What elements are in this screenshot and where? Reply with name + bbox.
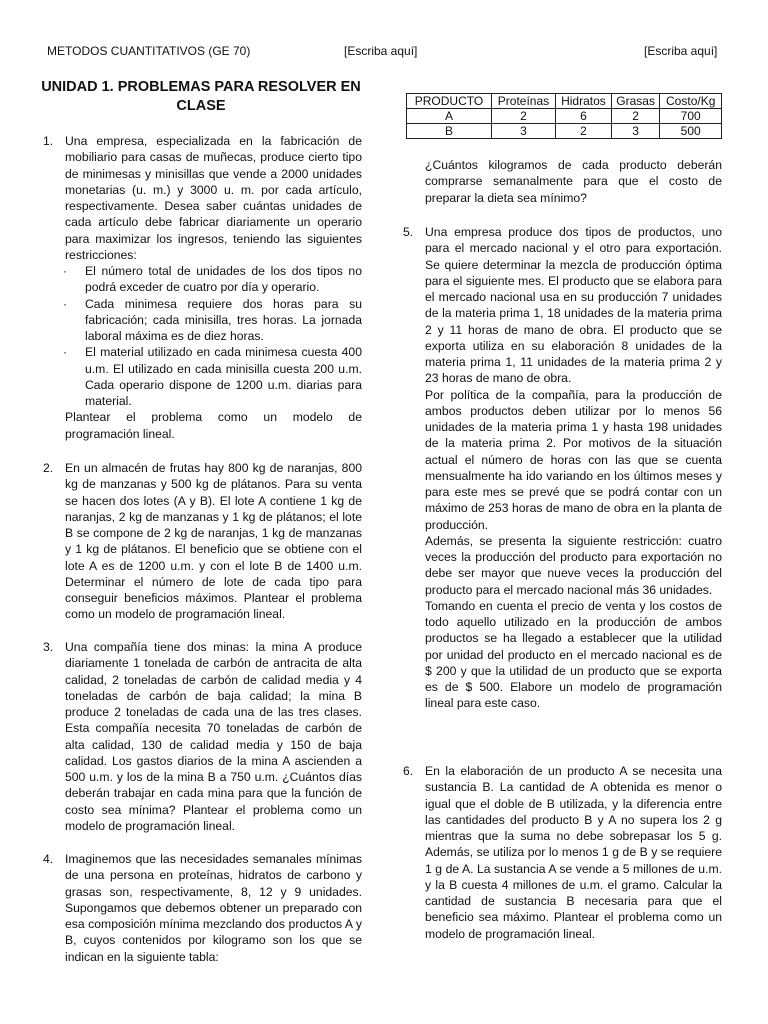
table-cell: 2 <box>611 109 660 124</box>
table-header-cell: Grasas <box>611 94 660 109</box>
header-placeholder-center[interactable]: [Escriba aquí] <box>344 44 418 58</box>
problem-number: 5. <box>403 225 414 239</box>
problem-1-intro: Una empresa, especializada en la fabricación de mobiliario para casas de muñecas, produce cierto tipo de minimesas y minisillas que vende a 2000 unidades monetarias (u. m.) y 3000 u. m. por cada artículo, respectivamente. Desea saber cuántas unidades de cada artículo debe fabricar diariamente un operario para maximizar los ingresos, teniendo las siguientes restricciones: <box>65 134 362 262</box>
unit-title: UNIDAD 1. PROBLEMAS PARA RESOLVER EN CLASE <box>41 79 361 114</box>
table-cell: B <box>407 124 492 139</box>
problem-number: 2. <box>43 461 54 475</box>
bullet-icon: · <box>63 264 68 278</box>
bullet-text: Cada minimesa requiere dos horas para su fabricación; cada minisilla, tres horas. La jornada laboral máxima es de diez horas. <box>85 296 362 343</box>
problem-1-bullet-3 <box>65 344 362 409</box>
table-cell: 2 <box>491 109 555 124</box>
problem-number: 6. <box>403 764 414 778</box>
table-header-cell: PRODUCTO <box>407 94 492 109</box>
bullet-icon: · <box>63 345 68 360</box>
problem-number: 3. <box>43 640 54 654</box>
bullet-icon: · <box>63 296 68 311</box>
problem-6 <box>403 763 722 942</box>
problem-5-para-1: Una empresa produce dos tipos de productos, uno para el mercado nacional y el otro para exportación. Se quiere determinar la mezcla de producción óptima para el siguiente mes. El producto que se elabora para el mercado nacional usa en su producción 7 unidades de la materia prima 1, 18 unidades de la materia prima 2 y 11 horas de mano de obra. El producto que se exporta utiliza en su elaboración 8 unidades de la materia prima 1, 11 unidades de la materia prima 2 y 23 horas de mano de obra. <box>425 225 722 386</box>
problem-5-para-3: Además, se presenta la siguiente restricción: cuatro veces la producción del producto para exportación no debe ser mayor que nueve veces la producción del producto para el mercado nacional más 36 unidades. <box>425 533 722 597</box>
problem-3-text: Una compañía tiene dos minas: la mina A produce diariamente 1 tonelada de carbón de antracita de alta calidad, 2 toneladas de carbón de calidad media y 4 toneladas de carbón de baja calidad; la mina B produce 2 toneladas de cada una de las tres clases. Esta compañía necesita 70 toneladas de carbón de alta calidad, 130 de calidad media y 150 de baja calidad. Los gastos diarios de la mina A ascienden a 500 u.m. y los de la mina B a 750 u.m. ¿Cuántos días deberán trabajar en cada mina para que la función de costo sea mínima? Plantear el problema como un modelo de programación lineal. <box>65 640 362 833</box>
problem-5-para-4: Tomando en cuenta el precio de venta y los costos de todo aquello utilizado en la producción de ambos productos se ha llegado a establecer que la utilidad por unidad del producto en el mercado nacional es de $ 200 y que la utilidad de un producto que se exporta es de $ 500. Elabore un modelo de programación lineal para este caso. <box>425 598 722 711</box>
problem-4 <box>43 851 362 965</box>
table-cell: 2 <box>555 124 611 139</box>
problem-1-closing: Plantear el problema como un modelo de programación lineal. <box>65 410 362 441</box>
table-row <box>407 124 722 139</box>
bullet-text: El número total de unidades de los dos tipos no podrá exceder de cuatro por día y operario. <box>85 264 362 295</box>
problem-2 <box>43 460 362 623</box>
problem-1 <box>43 133 362 442</box>
problem-5-para-2: Por política de la compañía, para la producción de ambos productos deben utilizar por lo menos 56 unidades de la materia prima 1 y hasta 198 unidades de la materia prima 2. Por motivos de la situación actual el número de horas con las que se cuenta mensualmente ha ido variando en los últimos meses y para este mes se prevé que se podrá contar con un máximo de 253 horas de mano de obra en la planta de producción. <box>425 387 722 532</box>
table-cell: 700 <box>660 109 722 124</box>
problem-1-bullet-1 <box>65 263 362 296</box>
table-cell: 3 <box>611 124 660 139</box>
problem-3 <box>43 639 362 834</box>
problem-4-text: Imaginemos que las necesidades semanales mínimas de una persona en proteínas, hidratos de carbono y grasas son, respectivamente, 8, 12 y 9 unidades. Supongamos que debemos obtener un preparado con esa composición mínima mezclando dos productos A y B, cuyos contenidos por kilogramo son los que se indican en la siguiente tabla: <box>65 852 362 964</box>
problem-4-question: ¿Cuántos kilogramos de cada producto deberán comprarse semanalmente para que el costo de preparar la dieta sea mínimo? <box>425 158 722 205</box>
header-course-title: METODOS CUANTITATIVOS (GE 70) <box>47 44 251 58</box>
nutrition-table <box>406 93 722 139</box>
table-header-cell: Hidratos <box>555 94 611 109</box>
bullet-text: El material utilizado en cada minimesa cuesta 400 u.m. El utilizado en cada minisilla cuesta 200 u.m. Cada operario dispone de 1200 u.m. diarias para material. <box>85 345 362 408</box>
table-header-cell: Costo/Kg <box>660 94 722 109</box>
table-cell: 6 <box>555 109 611 124</box>
table-header-cell: Proteínas <box>491 94 555 109</box>
problem-number: 4. <box>43 852 54 866</box>
header-placeholder-right[interactable]: [Escriba aquí] <box>644 44 718 58</box>
problem-2-text: En un almacén de frutas hay 800 kg de naranjas, 800 kg de manzanas y 500 kg de plátanos. Para su venta se hacen dos lotes (A y B). El lote A contiene 1 kg de naranjas, 2 kg de manzanas y 1 kg de plátanos; el lote B se compone de 2 kg de naranjas, 1 kg de manzanas y 1 kg de plátanos. El beneficio que se obtiene con el lote A es de 1200 u.m. y con el lote B de 1400 u.m. Determinar el número de lote de cada tipo para conseguir beneficios máximos. Plantear el problema como un modelo de programación lineal. <box>65 461 362 622</box>
table-cell: A <box>407 109 492 124</box>
table-row <box>407 109 722 124</box>
problem-5 <box>403 224 722 712</box>
table-cell: 3 <box>491 124 555 139</box>
problem-1-bullet-2 <box>65 296 362 345</box>
problem-6-text: En la elaboración de un producto A se necesita una sustancia B. La cantidad de A obtenida es menor o igual que el doble de B utilizada, y la diferencia entre las cantidades del producto B y A no supera los 2 g mientras que la suma no debe sobrepasar los 5 g. Además, se utiliza por lo menos 1 g de B y se requiere 1 g de A. La sustancia A se vende a 5 millones de u.m. y la B cuesta 4 millones de u.m. el gramo. Calcular la cantidad de sustancia B necesaria para que el beneficio sea máximo. Plantear el problema como un modelo de programación lineal. <box>425 764 722 941</box>
problem-number: 1. <box>43 134 54 148</box>
table-cell: 500 <box>660 124 722 139</box>
table-header-row <box>407 94 722 109</box>
